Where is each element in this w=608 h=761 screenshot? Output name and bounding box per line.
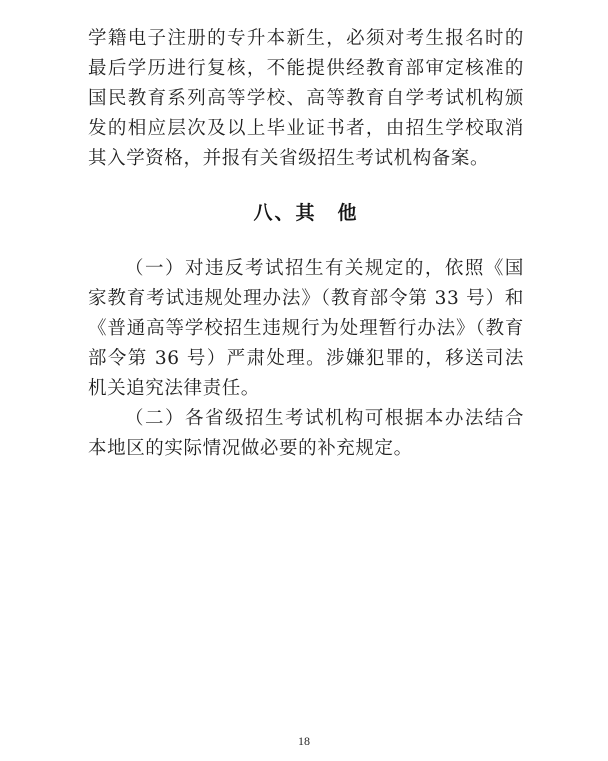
body-paragraph-continuation: 学籍电子注册的专升本新生，必须对考生报名时的最后学历进行复核，不能提供经教育部审定核准的国民教育系列高等学校、高等教育自学考试机构颁发的相应层次及以上毕业证书者，由招生学校取消其入学资格，并报有关省级招生考试机构备案。 <box>88 28 524 169</box>
page-number: 18 <box>298 734 310 748</box>
page-content <box>88 24 524 464</box>
body-paragraph-item-1: （一）对违反考试招生有关规定的，依照《国家教育考试违规处理办法》（教育部令第 33 号）和《普通高等学校招生违规行为处理暂行办法》（教育部令第 36 号）严肃处理。涉嫌犯罪的，移送司法机关追究法律责任。 <box>88 258 524 399</box>
body-paragraph-item-2: （二）各省级招生考试机构可根据本办法结合本地区的实际情况做必要的补充规定。 <box>88 408 524 459</box>
section-heading: 八、其 他 <box>253 202 359 224</box>
